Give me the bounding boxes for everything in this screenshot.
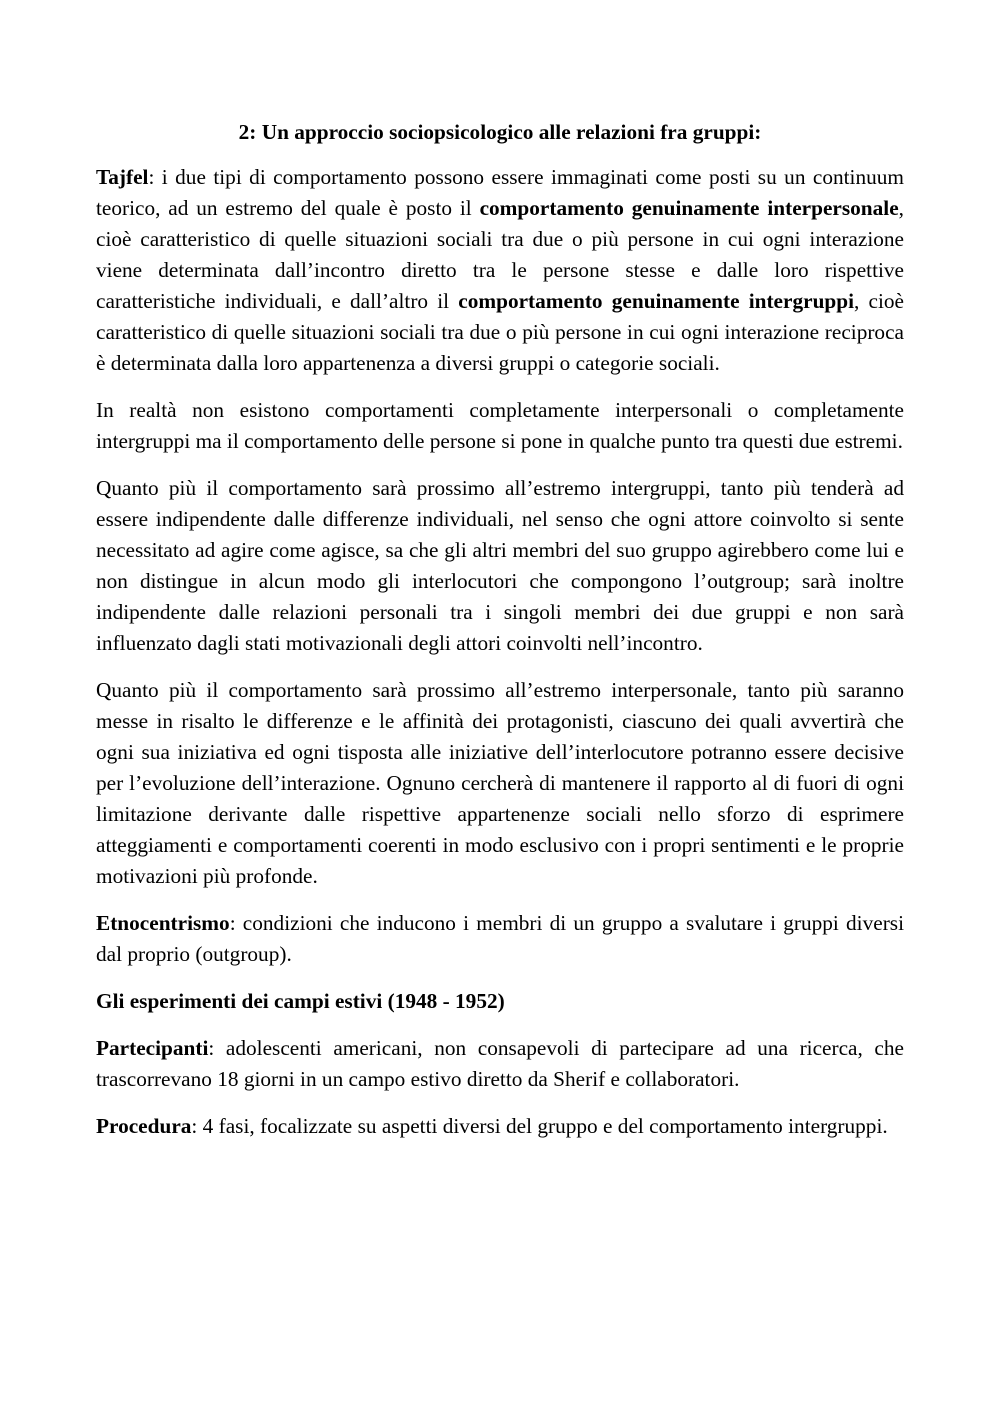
term-etnocentrismo: Etnocentrismo (96, 911, 230, 935)
subsection-heading: Gli esperimenti dei campi estivi (1948 - 1952) (96, 989, 505, 1013)
paragraph-text: : adolescenti americani, non consapevoli di partecipare ad una ricerca, che trascorrevano 18 giorni in un campo estivo diretto da Sherif e collaboratori. (96, 1036, 904, 1091)
document-page (96, 117, 904, 1158)
section-title: 2: Un approccio sociopsicologico alle relazioni fra gruppi: (238, 120, 762, 144)
paragraph-continuum: In realtà non esistono comportamenti completamente interpersonali o completamente intergruppi ma il comportamento delle persone si pone in qualche punto tra questi due estremi. (96, 398, 904, 453)
term-procedura: Procedura (96, 1114, 192, 1138)
term-partecipanti: Partecipanti (96, 1036, 209, 1060)
paragraph-tajfel (96, 162, 904, 379)
paragraph-interpersonal-extreme: Quanto più il comportamento sarà prossimo all’estremo interpersonale, tanto più saranno messe in risalto le differenze e le affinità dei protagonisti, ciascuno dei quali avvertirà che ogni sua iniziativa ed ogni tisposta alle iniziative dell’interlocutore potranno essere decisive per l’evoluzione dell’interazione. Ognuno cercherà di mantenere il rapporto al di fuori di ogni limitazione derivante dalle rispettive appartenenze sociali nello sforzo di esprimere atteggiamenti e comportamenti coerenti in modo esclusivo con i propri sentimenti e le proprie motivazioni più profonde. (96, 678, 904, 888)
paragraph-text: , cioè caratteristico di quelle situazioni sociali tra due o più persone in cui ogni interazione viene determinata dall’incontro diretto tra le persone stesse e dalle loro rispettive caratteristiche individuali, e dall’altro il (96, 196, 904, 313)
paragraph-text: : condizioni che inducono i membri di un gruppo a svalutare i gruppi diversi dal proprio (outgroup). (96, 911, 904, 966)
term-interpersonal: comportamento genuinamente interpersonale (479, 196, 899, 220)
term-intergroup: comportamento genuinamente intergruppi (458, 289, 855, 313)
paragraph-intergroup-extreme: Quanto più il comportamento sarà prossimo all’estremo intergruppi, tanto più tenderà ad essere indipendente dalle differenze individuali, nel senso che ogni attore coinvolto si sente necessitato ad agire come agisce, sa che gli altri membri del suo gruppo agirebbero come lui e non distingue in alcun modo gli interlocutori che compongono l’outgroup; sarà inoltre indipendente dalle relazioni personali tra i singoli membri dei due gruppi e non sarà influenzato dagli stati motivazionali degli attori coinvolti nell’incontro. (96, 476, 904, 655)
paragraph-partecipanti (96, 1033, 904, 1095)
paragraph-etnocentrismo (96, 908, 904, 970)
paragraph-procedura (96, 1111, 904, 1142)
term-tajfel: Tajfel (96, 165, 149, 189)
paragraph-text: : i due tipi di comportamento possono essere immaginati come posti su un continuum teorico, ad un estremo del quale è posto il (96, 165, 904, 220)
paragraph-text: , cioè caratteristico di quelle situazioni sociali tra due o più persone in cui ogni interazione reciproca è determinata dalla loro appartenenza a diversi gruppi o categorie sociali. (96, 289, 905, 375)
paragraph-text: : 4 fasi, focalizzate su aspetti diversi del gruppo e del comportamento intergruppi. (191, 1114, 888, 1138)
